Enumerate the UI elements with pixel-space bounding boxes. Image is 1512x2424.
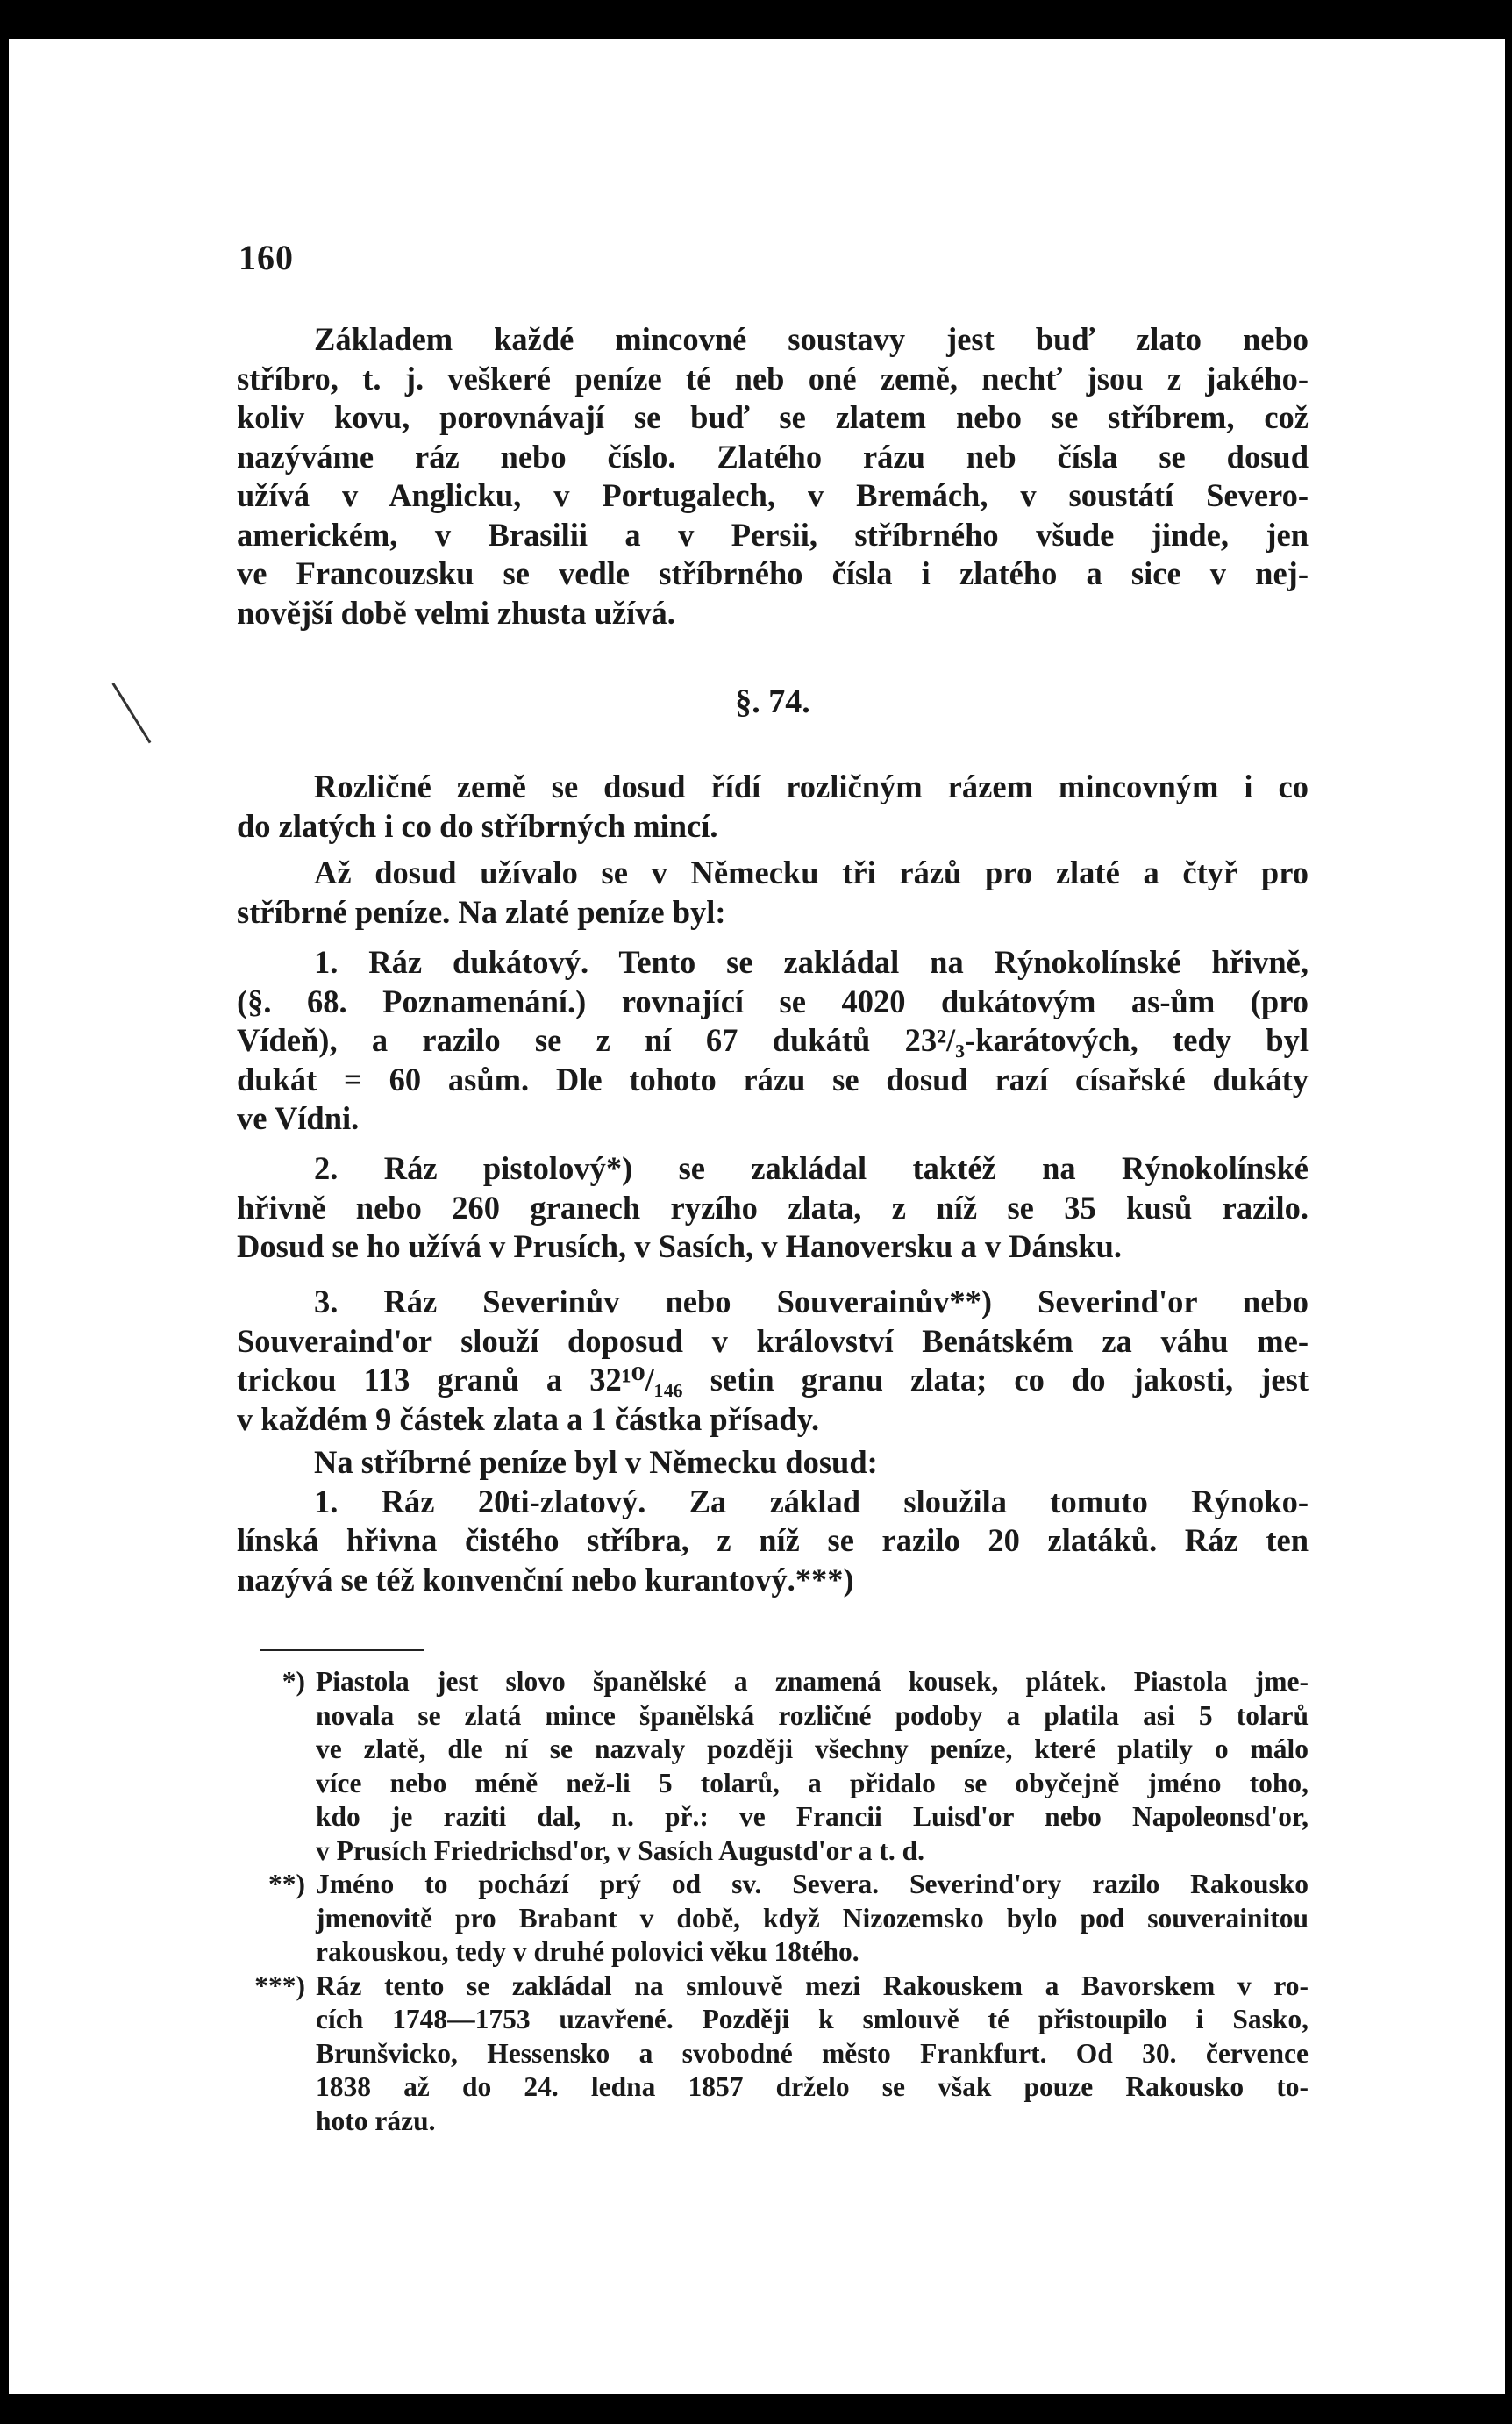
paragraph-2 [237,854,1309,932]
text-line: Na stříbrné peníze byl v Německu dosud: [314,1444,878,1480]
text-line: 3. Ráz Severinův nebo Souverainův**) Severind'or nebo [314,1284,1309,1319]
text-line: hřivně nebo 260 granech ryzího zlata, z níž se 35 kusů razilo. [237,1189,1309,1226]
footnote-line: cích 1748—1753 uzavřené. Později k smlouvě té přistoupilo i Sasko, [316,2004,1309,2034]
footnote-line: 1838 až do 24. ledna 1857 drželo se však pouze Rakousko to- [316,2071,1309,2102]
footnote-line: Ráz tento se zakládal na smlouvě mezi Rakouskem a Bavorskem v ro- [316,1970,1309,2001]
footnote-line: Brunšvicko, Hessensko a svobodné město Frankfurt. Od 30. července [316,2037,1309,2069]
text-line: koliv kovu, porovnávají se buď se zlatem nebo se stříbrem, což [237,399,1309,435]
scan-border-right [1505,0,1512,2424]
footnote-line: Jméno to pochází prý od sv. Severa. Severind'ory razilo Rakousko [316,1869,1309,1899]
footnote-line: více nebo méně než-li 5 tolarů, a přidalo se obyčejně jméno toho, [316,1767,1309,1798]
text-line: nazývá se též konvenční nebo kurantový.***) [237,1561,854,1598]
paragraph-severin [237,1283,1309,1439]
footnote-line: kdo je raziti dal, n. př.: ve Francii Luisd'or nebo Napoleonsd'or, [316,1801,1309,1832]
footnote-line: jmenovitě pro Brabant v době, když Nizozemsko bylo pod souverainitou [316,1902,1309,1934]
text-line: Vídeň), a razilo se z ní 67 dukátů 23²/₃-karátových, tedy byl [237,1022,1309,1058]
paragraph-silver [237,1443,1309,1599]
footnote-3 [246,1970,1309,2139]
scan-border-left [0,0,9,2424]
text-line: ve Francouzsku se vedle stříbrného čísla i zlatého a sice v nej- [237,555,1309,591]
footnote-line: ve zlatě, dle ní se nazvaly později všechny peníze, které platily o málo [316,1734,1309,1764]
text-line: americkém, v Brasilii a v Persii, stříbrného všude jinde, jen [237,516,1309,553]
text-line: Souveraind'or slouží doposud v království Benátském za váhu me- [237,1322,1309,1359]
footnote-2 [246,1868,1309,1970]
scan-stray-mark [111,683,151,743]
text-line: trickou 113 granů a 32¹⁰/₁₄₆ setin granu zlata; co do jakosti, jest [237,1362,1309,1398]
paragraph-pistol [237,1149,1309,1267]
footnote-rule [260,1649,424,1651]
footnote-line: Piastola jest slovo španělské a znamená kousek, plátek. Piastola jme- [316,1666,1309,1697]
text-line: (§. 68. Poznamenání.) rovnající se 4020 dukátovým as-ům (pro [237,983,1309,1019]
text-line: Až dosud užívalo se v Německu tři rázů pro zlaté a čtyř pro [314,854,1309,890]
paragraph-1 [237,768,1309,846]
text-line: užívá v Anglicku, v Portugalech, v Bremách, v soustátí Severo- [237,477,1309,513]
page-number: 160 [239,238,294,277]
text-line: ve Vídni. [237,1100,360,1136]
text-line: nazýváme ráz nebo číslo. Zlatého rázu neb čísla se dosud [237,438,1309,475]
scan-border-bottom [0,2394,1512,2424]
text-line: Dosud se ho užívá v Prusích, v Sasích, v Hanoversku a v Dánsku. [237,1228,1123,1264]
text-line: dukát = 60 asům. Dle tohoto rázu se dosud razí císařské dukáty [237,1061,1309,1098]
footnote-line: novala se zlatá mince španělská rozličné podoby a platila asi 5 tolarů [316,1699,1309,1731]
footnote-line: v Prusích Friedrichsd'or, v Sasích Augustd'or a t. d. [316,1834,924,1866]
footnote-1 [246,1665,1309,1868]
text-line: stříbro, t. j. veškeré peníze té neb oné země, nechť jsou z jakého- [237,360,1309,397]
footnote-mark: **) [268,1869,305,1899]
paragraph-ducat [237,943,1309,1139]
footnotes [246,1665,1309,2138]
footnote-line: rakouskou, tedy v druhé polovici věku 18tého. [316,1936,859,1967]
text-line: v každém 9 částek zlata a 1 částka přísady. [237,1400,820,1437]
text-line: Rozličné země se dosud řídí rozličným rázem mincovným i co [314,769,1309,804]
text-line: 1. Ráz dukátový. Tento se zakládal na Rýnokolínské hřivně, [314,944,1309,980]
text-line: do zlatých i co do stříbrných mincí. [237,807,718,844]
scan-border-top [0,0,1512,39]
text-line: 1. Ráz 20ti-zlatový. Za základ sloužila tomuto Rýnoko- [314,1483,1309,1519]
text-line: línská hřivna čistého stříbra, z níž se razilo 20 zlatáků. Ráz ten [237,1522,1309,1558]
text-line: novější době velmi zhusta užívá. [237,594,675,631]
footnote-line: hoto rázu. [316,2105,436,2136]
text-line: 2. Ráz pistolový*) se zakládal taktéž na Rýnokolínské [314,1150,1309,1186]
text-line: stříbrné peníze. Na zlaté peníze byl: [237,893,726,930]
footnote-mark: ***) [254,1970,305,2001]
section-heading: §. 74. [735,683,810,720]
text-line: Základem každé mincovné soustavy jest buď zlato nebo [314,321,1309,357]
intro-paragraph [237,320,1309,633]
footnote-mark: *) [282,1666,305,1697]
